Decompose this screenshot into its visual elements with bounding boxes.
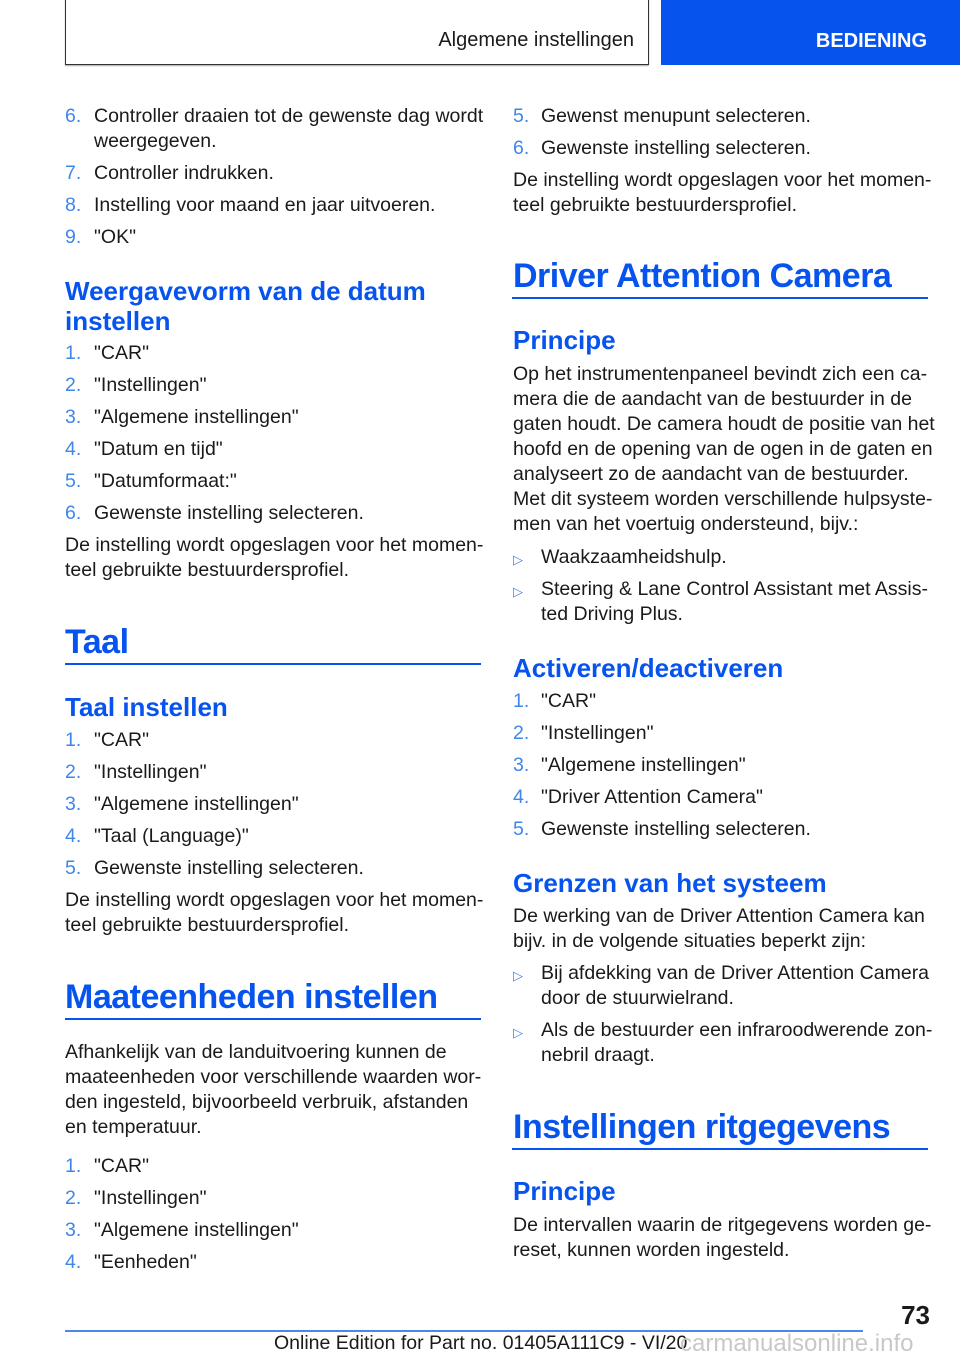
step-number: 5. — [65, 470, 82, 492]
paragraph: De werking van de Driver Attention Camera kan bijv. in de volgende situaties beperkt zijn: — [513, 905, 925, 952]
list-item — [513, 104, 933, 129]
heading-rule — [65, 663, 481, 665]
list-item — [65, 501, 485, 526]
heading-grenzen: Grenzen van het systeem — [513, 868, 827, 898]
step-number: 6. — [65, 105, 82, 127]
step-text: Controller indrukken. — [94, 162, 274, 184]
heading-ritgegevens: Instellingen ritgegevens — [513, 1108, 891, 1146]
paragraph: De instelling wordt opgeslagen voor het momen- teel gebruikte bestuurdersprofiel. — [513, 169, 932, 216]
list-item — [513, 721, 933, 746]
step-number: 4. — [65, 438, 82, 460]
bullet-item — [513, 961, 933, 1011]
list-item — [65, 104, 485, 154]
list-item — [65, 469, 485, 494]
heading-activeren: Activeren/deactiveren — [513, 653, 784, 683]
heading-taal-instellen: Taal instellen — [65, 692, 228, 722]
step-number: 5. — [65, 857, 82, 879]
step-text: "Algemene instellingen" — [94, 1219, 299, 1241]
step-number: 6. — [65, 502, 82, 524]
list-item — [513, 817, 933, 842]
list-item — [65, 792, 485, 817]
heading-principe: Principe — [513, 325, 616, 355]
step-text: "Eenheden" — [94, 1251, 197, 1273]
list-item — [65, 193, 485, 218]
step-number: 3. — [513, 754, 530, 776]
list-item — [65, 1186, 485, 1211]
paragraph: De instelling wordt opgeslagen voor het momen- teel gebruikte bestuurdersprofiel. — [65, 534, 484, 581]
step-number: 5. — [513, 105, 530, 127]
heading-rule — [512, 1148, 928, 1150]
bullet-item — [513, 545, 933, 570]
list-item — [65, 225, 485, 250]
heading-maateenheden: Maateenheden instellen — [65, 978, 438, 1016]
edition-note: Online Edition for Part no. 01405A111C9 - VI/20 — [274, 1332, 688, 1354]
step-text: "Algemene instellingen" — [94, 793, 299, 815]
step-text: "Algemene instellingen" — [94, 406, 299, 428]
header-box — [65, 0, 649, 65]
heading-rule — [512, 297, 928, 299]
step-number: 3. — [65, 793, 82, 815]
step-number: 3. — [65, 406, 82, 428]
step-text: "OK" — [94, 226, 137, 248]
list-item — [513, 136, 933, 161]
step-text: Gewenste instelling selecteren. — [541, 818, 811, 840]
triangle-bullet-icon: ▷ — [513, 1025, 523, 1040]
list-item — [65, 760, 485, 785]
step-number: 9. — [65, 226, 82, 248]
step-number: 2. — [65, 1187, 82, 1209]
step-number: 4. — [65, 1251, 82, 1273]
heading-driver-attention-camera: Driver Attention Camera — [513, 257, 892, 295]
step-text: Instelling voor maand en jaar uitvoeren. — [94, 194, 436, 216]
step-number: 7. — [65, 162, 82, 184]
bullet-item — [513, 577, 933, 627]
bullet-text: Bij afdekking van de Driver Attention Camera door de stuurwielrand. — [541, 962, 930, 1009]
step-text: "Datum en tijd" — [94, 438, 223, 460]
step-text: "Instellingen" — [94, 1187, 207, 1209]
section-title: Algemene instellingen — [438, 29, 634, 51]
step-text: "Instellingen" — [541, 722, 654, 744]
step-text: "Algemene instellingen" — [541, 754, 746, 776]
step-number: 8. — [65, 194, 82, 216]
step-text: Controller draaien tot de gewenste dag wordt weergegeven. — [94, 105, 484, 152]
list-item — [65, 341, 485, 366]
step-number: 1. — [65, 342, 82, 364]
page-number: 73 — [901, 1300, 930, 1330]
step-number: 3. — [65, 1219, 82, 1241]
step-text: "Taal (Language)" — [94, 825, 249, 847]
chapter-tab[interactable]: BEDIENING — [661, 0, 960, 65]
step-number: 1. — [65, 1155, 82, 1177]
list-item — [513, 753, 933, 778]
list-item — [65, 1250, 485, 1275]
paragraph: Op het instrumentenpaneel bevindt zich een ca- mera die de aandacht van de bestuurder in de gaten houdt. De camera houdt de positie van het hoofd en de opening van de ogen in de gaten en analyseert zo de aandacht van de bestuurder. Met dit systeem worden verschillende hulpsyste- men van het voertuig ondersteund, bijv.: — [513, 363, 935, 535]
step-number: 2. — [513, 722, 530, 744]
list-item — [65, 161, 485, 186]
step-text: "CAR" — [94, 729, 150, 751]
step-number: 1. — [513, 690, 530, 712]
step-number: 6. — [513, 137, 530, 159]
step-text: Gewenste instelling selecteren. — [541, 137, 811, 159]
step-text: "Datumformaat:" — [94, 470, 237, 492]
list-item — [65, 856, 485, 881]
step-text: "CAR" — [94, 342, 150, 364]
step-number: 5. — [513, 818, 530, 840]
step-text: "CAR" — [94, 1155, 150, 1177]
heading-date-format: Weergavevorm van de datum instellen — [65, 276, 426, 336]
list-item — [65, 373, 485, 398]
heading-rule — [65, 1018, 481, 1020]
step-text: Gewenst menupunt selecteren. — [541, 105, 811, 127]
paragraph: De instelling wordt opgeslagen voor het momen- teel gebruikte bestuurdersprofiel. — [65, 889, 484, 936]
step-number: 4. — [65, 825, 82, 847]
triangle-bullet-icon: ▷ — [513, 552, 523, 567]
step-text: "Instellingen" — [94, 374, 207, 396]
step-text: "Instellingen" — [94, 761, 207, 783]
paragraph: De intervallen waarin de ritgegevens worden ge- reset, kunnen worden ingesteld. — [513, 1214, 932, 1261]
triangle-bullet-icon: ▷ — [513, 968, 523, 983]
bullet-text: Als de bestuurder een infraroodwerende zon- nebril draagt. — [541, 1019, 933, 1066]
triangle-bullet-icon: ▷ — [513, 584, 523, 599]
bullet-item — [513, 1018, 933, 1068]
step-number: 4. — [513, 786, 530, 808]
step-text: Gewenste instelling selecteren. — [94, 857, 364, 879]
step-text: "CAR" — [541, 690, 597, 712]
heading-principe: Principe — [513, 1176, 616, 1206]
list-item — [65, 1154, 485, 1179]
paragraph: Afhankelijk van de landuitvoering kunnen de maateenheden voor verschillende waarden wor- den ingesteld, bijvoorbeeld verbruik, afstanden en temperatuur. — [65, 1041, 482, 1138]
list-item — [65, 405, 485, 430]
list-item — [65, 437, 485, 462]
bullet-text: Waakzaamheidshulp. — [541, 546, 727, 568]
step-number: 2. — [65, 761, 82, 783]
bullet-text: Steering & Lane Control Assistant met Assis- ted Driving Plus. — [541, 578, 928, 625]
watermark: carmanualsonline.info — [680, 1330, 914, 1357]
list-item — [65, 824, 485, 849]
step-number: 2. — [65, 374, 82, 396]
step-text: "Driver Attention Camera" — [541, 786, 763, 808]
list-item — [513, 785, 933, 810]
list-item — [65, 728, 485, 753]
step-text: Gewenste instelling selecteren. — [94, 502, 364, 524]
list-item — [65, 1218, 485, 1243]
heading-taal: Taal — [65, 623, 129, 661]
list-item — [513, 689, 933, 714]
step-number: 1. — [65, 729, 82, 751]
